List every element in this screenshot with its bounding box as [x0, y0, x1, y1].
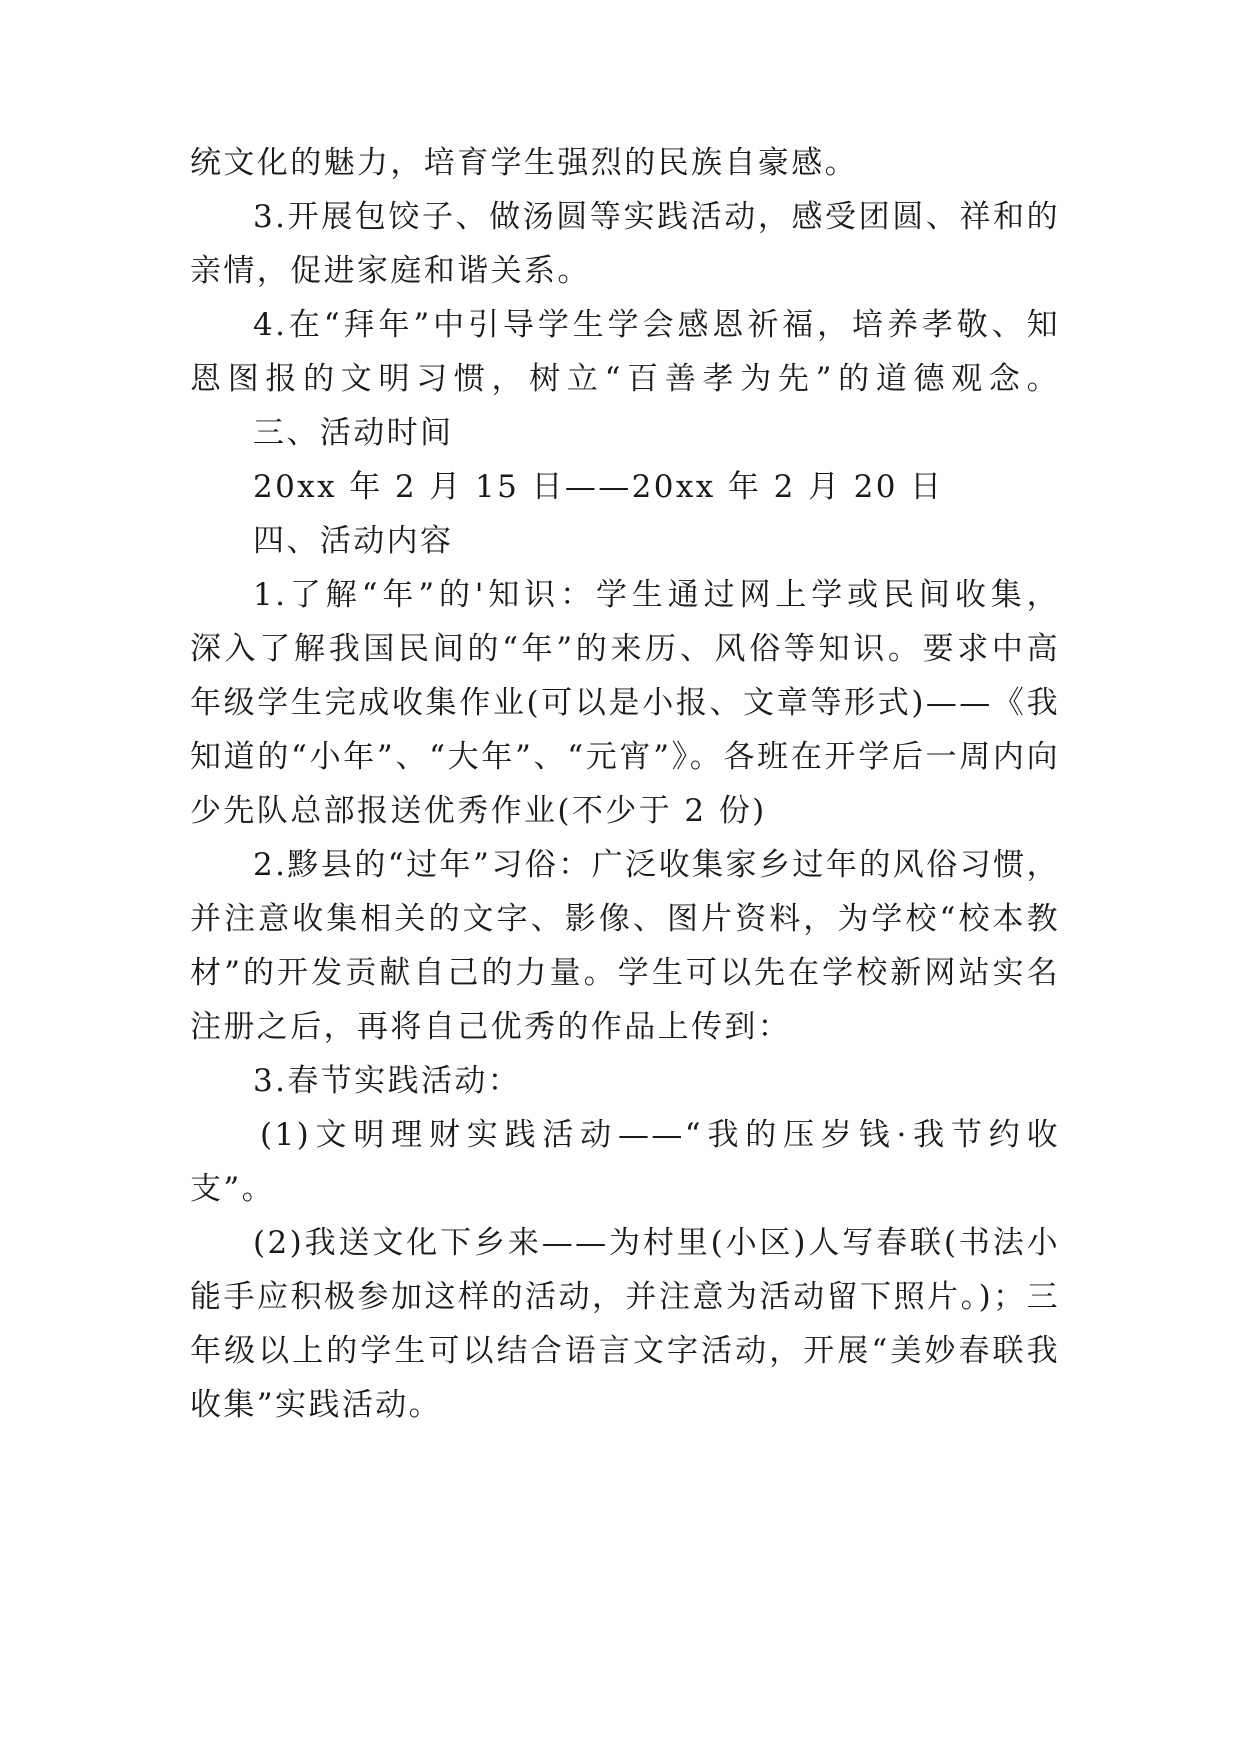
- text-line: 知道的“小年”、“大年”、“元宵”》。各班在开学后一周内向: [190, 739, 1060, 775]
- date-range: 20xx 年 2 月 15 日——20xx 年 2 月 20 日: [253, 469, 944, 505]
- text-line: 能手应积极参加这样的活动，并注意为活动留下照片。)；三: [190, 1279, 1060, 1315]
- text-line: (1)文明理财实践活动——“我的压岁钱·我节约收: [260, 1117, 1060, 1153]
- text-line: 恩图报的文明习惯，树立“百善孝为先”的道德观念。: [190, 361, 1060, 397]
- section-heading: 三、活动时间: [253, 415, 454, 451]
- text-line: 3.开展包饺子、做汤圆等实践活动，感受团圆、祥和的: [253, 199, 1060, 235]
- text-line: 并注意收集相关的文字、影像、图片资料，为学校“校本教: [190, 901, 1060, 937]
- text-line: 1.了解“年”的'知识：学生通过网上学或民间收集，: [253, 577, 1060, 613]
- text-line: 亲情，促进家庭和谐关系。: [190, 253, 591, 289]
- text-line: 注册之后，再将自己优秀的作品上传到：: [190, 1009, 792, 1045]
- text-line: 统文化的魅力，培育学生强烈的民族自豪感。: [190, 145, 858, 181]
- text-line: 4.在“拜年”中引导学生学会感恩祈福，培养孝敬、知: [253, 307, 1060, 343]
- text-line: (2)我送文化下乡来——为村里(小区)人写春联(书法小: [253, 1225, 1060, 1261]
- text-line: 少先队总部报送优秀作业(不少于 2 份): [190, 793, 767, 829]
- text-line: 3.春节实践活动：: [253, 1063, 522, 1099]
- text-line: 2.黟县的“过年”习俗：广泛收集家乡过年的风俗习惯，: [253, 847, 1060, 883]
- text-line: 材”的开发贡献自己的力量。学生可以先在学校新网站实名: [190, 955, 1060, 991]
- text-line: 深入了解我国民间的“年”的来历、风俗等知识。要求中高: [190, 631, 1060, 667]
- text-line: 收集”实践活动。: [190, 1387, 443, 1423]
- section-heading: 四、活动内容: [253, 523, 454, 559]
- text-line: 年级以上的学生可以结合语言文字活动，开展“美妙春联我: [190, 1333, 1060, 1369]
- text-line: 支”。: [190, 1171, 276, 1207]
- text-line: 年级学生完成收集作业(可以是小报、文章等形式)——《我: [190, 685, 1060, 721]
